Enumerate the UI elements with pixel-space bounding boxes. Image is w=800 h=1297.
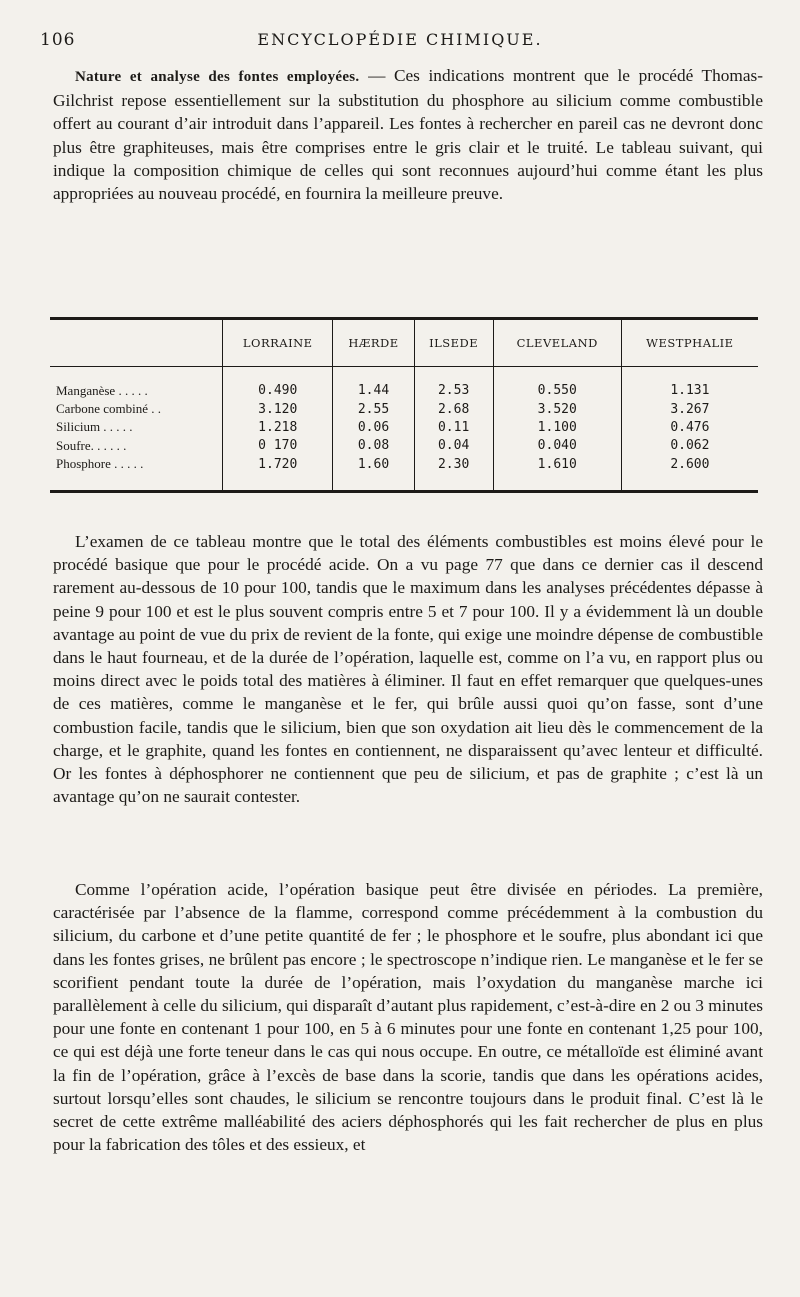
row-label: Soufre. . . . . . <box>56 437 127 453</box>
table-cell: 0.06 <box>333 418 414 436</box>
table-cell: 0.490 <box>223 381 333 399</box>
composition-table <box>50 317 758 493</box>
column-header: LORRAINE <box>223 320 333 367</box>
row-label: Phosphore . . . . . <box>56 456 144 472</box>
section-text: — Ces indications montrent que le procédé Thomas-Gilchrist repose essentiellement sur la substitution du phosphore au silicium comme combustible offert au courant d’air introduit dans l’appareil. Les fontes à rechercher en pareil cas ne devront donc plus être graphiteuses, mais être comprises entre le gris clair et le truité. Le tableau suivant, qui indique la composition chimique de celles qui sont reconnues aujourd’hui comme étant les plus appropriées au nouveau procédé, en fournira la meilleure preuve. <box>53 66 763 204</box>
table-cell: 3.267 <box>621 400 758 418</box>
table-cell: 0.476 <box>621 418 758 436</box>
column-header: ILSEDE <box>414 320 493 367</box>
body-paragraph: L’examen de ce tableau montre que le total des éléments combustibles est moins élevé pour le procédé basique que pour le procédé acide. On a vu page 77 que dans ce dernier cas il descend rarement au-dessous de 10 pour 100, tandis que le maximum dans les analyses précédentes dépasse à peine 9 pour 100 et est le plus souvent compris entre 5 et 7 pour 100. Il y a évidemment là un double avantage au point de vue du prix de revient de la fonte, qui exige une moindre dépense de combustible dans le haut fourneau, et de la durée de l’opération, laquelle est, comme on l’a vu, en rapport plus ou moins direct avec le poids total des matières à éliminer. Il faut en effet remarquer que quelques-unes de ces matières, comme le manganèse et le fer, qui brûle aussi quoi qu’on fasse, sont d’une combustion facile, tandis que le silicium, bien que son oxydation ait lieu dès le commencement de la charge, et le graphite, quand les fontes en contiennent, ne disparaissent qu’avec lenteur et difficulté. Or les fontes à déphosphorer ne contiennent que peu de silicium, et pas de graphite ; c’est là un avantage qu’on ne saurait contester. <box>53 532 763 807</box>
column-header: CLEVELAND <box>493 320 621 367</box>
table-row <box>50 400 758 418</box>
table-row <box>50 437 758 455</box>
table-row <box>50 381 758 399</box>
table-cell: 1.218 <box>223 418 333 436</box>
table-cell: 2.600 <box>621 455 758 473</box>
body-paragraph: Comme l’opération acide, l’opération basique peut être divisée en périodes. La première, caractérisée par l’absence de la flamme, correspond comme précédemment à la combustion du silicium, du carbone et d’une petite quantité de fer ; le phosphore et le soufre, plus abondant ici que dans les fontes grises, ne brûlent pas encore ; le spectroscope n’indique rien. Le manganèse et le fer se scorifient pendant toute la durée de l’opération, mais l’oxydation du manganèse marche ici parallèlement à celle du silicium, qui disparaît d’autant plus rapidement, c’est-à-dire en 2 ou 3 minutes pour une fonte en contenant 1 pour 100, en 5 à 6 minutes pour une fonte en contenant 1,25 pour 100, ce qui est déjà une forte teneur dans le cas qui nous occupe. En outre, ce métalloïde est éliminé avant la fin de l’opération, grâce à l’excès de base dans la scorie, tandis que dans les opérations acides, surtout lorsqu’elles sont chaudes, le silicium se rencontre toujours dans le produit final. C’est là le secret de cette extrême malléabilité des aciers déphosphorés qui les fait rechercher de plus en plus pour la fabrication des tôles et des essieux, et <box>53 880 763 1155</box>
page-number: 106 <box>40 30 76 50</box>
table-cell: 0.11 <box>414 418 493 436</box>
section-lead: Nature et analyse des fontes employées. <box>75 69 360 85</box>
table-cell: 2.55 <box>333 400 414 418</box>
running-title: ENCYCLOPÉDIE CHIMIQUE. <box>257 30 543 49</box>
table-cell: 1.44 <box>333 381 414 399</box>
table-spacer <box>50 367 758 382</box>
row-label: Silicium . . . . . <box>56 419 133 435</box>
table-cell: 2.30 <box>414 455 493 473</box>
table-cell: 0.550 <box>493 381 621 399</box>
table-row <box>50 455 758 473</box>
composition-table-grid <box>50 320 758 490</box>
table-cell: 1.720 <box>223 455 333 473</box>
table-cell: 2.53 <box>414 381 493 399</box>
running-header <box>40 30 760 54</box>
row-label: Carbone combiné . . <box>56 401 162 417</box>
table-cell: 1.610 <box>493 455 621 473</box>
table-cell: 0.04 <box>414 437 493 455</box>
table-spacer <box>50 474 758 490</box>
table-cell: 1.131 <box>621 381 758 399</box>
section-paragraph <box>53 64 763 205</box>
row-label: Manganèse . . . . . <box>56 382 148 398</box>
table-header-blank <box>50 320 223 367</box>
table-cell: 3.120 <box>223 400 333 418</box>
table-cell: 0 170 <box>223 437 333 455</box>
table-header-row <box>50 320 758 367</box>
table-cell: 2.68 <box>414 400 493 418</box>
column-header: HÆRDE <box>333 320 414 367</box>
table-cell: 1.60 <box>333 455 414 473</box>
table-cell: 1.100 <box>493 418 621 436</box>
table-cell: 0.062 <box>621 437 758 455</box>
table-cell: 0.08 <box>333 437 414 455</box>
column-header: WESTPHALIE <box>621 320 758 367</box>
table-cell: 0.040 <box>493 437 621 455</box>
table-row <box>50 418 758 436</box>
table-cell: 3.520 <box>493 400 621 418</box>
